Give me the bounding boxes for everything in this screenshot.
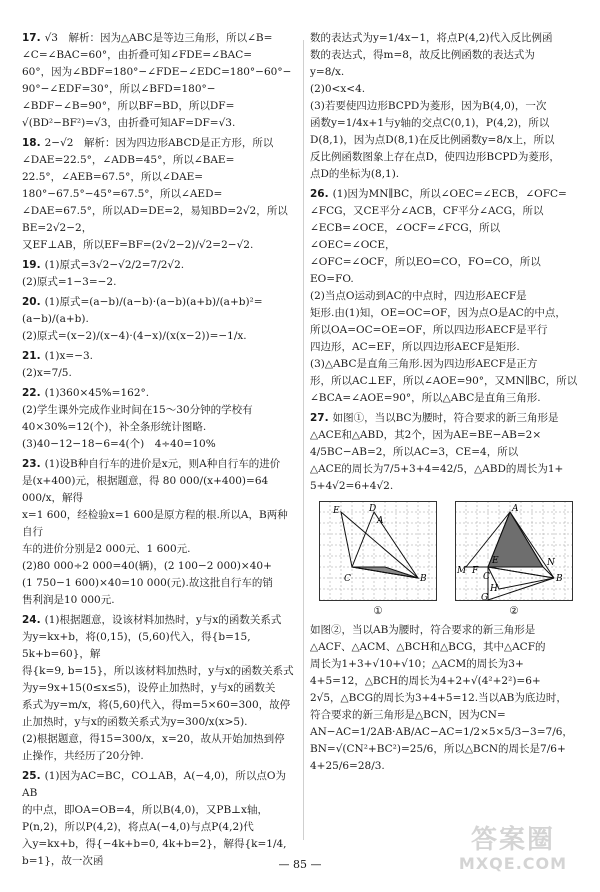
answer-item	[22, 456, 298, 609]
answer-text: x=1 600，经检验x=1 600是原方程的根.所以A，B两种自行	[22, 509, 288, 538]
answer-text: 40×30%=12(个)，补全条形统计图略.	[22, 421, 207, 433]
answer-text: 形，所以AC⊥EF，所以∠AOE=90°，又MN∥BC，所以	[310, 375, 578, 387]
answer-line	[310, 373, 582, 390]
question-number: 22.	[22, 387, 41, 399]
point-label: A	[512, 504, 519, 514]
answer-line	[310, 427, 582, 444]
answer-text: EO=FO.	[310, 273, 354, 285]
question-number: 24.	[22, 614, 41, 626]
answer-line	[310, 356, 582, 373]
answer-text: 点D的坐标为(8,1).	[310, 168, 400, 180]
figure-caption: ②	[509, 605, 519, 617]
answer-text: (1)360×45%=162°.	[44, 387, 150, 399]
answer-text: 90°−∠EDF=30°，所以∠BFD=180°−	[22, 83, 216, 95]
answer-line	[22, 714, 298, 731]
answer-line	[22, 663, 298, 680]
answer-text: D(8,1)，因为点D(8,1)在反比例函数y=8/x上，所以	[310, 134, 555, 146]
answer-line	[22, 294, 298, 328]
answer-line	[22, 731, 298, 748]
answer-text: ∠DAE=67.5°，所以AD=DE=2，易知BD=2√2，所以BE=2√2−2，	[22, 205, 288, 234]
answer-line	[22, 169, 298, 186]
answer-line	[310, 271, 582, 288]
answer-item	[22, 348, 298, 382]
answer-line: 4+25/6=28/3.	[310, 760, 385, 772]
answer-text: ∠BCA=∠AOE=90°，所以△ABC是直角三角形.	[310, 392, 541, 404]
answer-text: 四边形，AC=EF，所以四边形AECF是矩形.	[310, 341, 520, 353]
watermark-title: 答案圈	[470, 825, 555, 855]
answer-line	[22, 30, 298, 47]
answer-text: P(n,2)，所以P(4,2)，将点A(−4,0)与点P(4,2)代	[22, 821, 254, 833]
answer-line	[22, 257, 298, 274]
answer-text: ∠C=∠BAC=60°，由折叠可知∠FDE=∠BAC=	[22, 49, 253, 61]
question-number: 21.	[22, 350, 41, 362]
answer-line	[22, 81, 298, 98]
answer-line	[310, 288, 582, 305]
answer-item	[22, 768, 298, 870]
question-number: 23.	[22, 458, 41, 470]
answer-text: 的中点，即OA=OB=4，所以B(4,0)，又PB⊥x轴，	[22, 804, 268, 816]
answer-text: (2)80 000÷2 000=40(辆)，(2 100−2 000)×40+	[22, 560, 272, 572]
answer-line	[22, 135, 298, 152]
answer-text: 为y=9x+15(0≤x≤5)，设停止加热时，y与x的函数关	[22, 682, 276, 694]
answer-item	[310, 186, 582, 407]
answer-item	[22, 257, 298, 291]
answer-line	[22, 748, 298, 765]
answer-text: 售利润是10 000元.	[22, 594, 115, 606]
answer-text: (1)x=−3.	[44, 350, 94, 362]
answer-line: 符合要求的新三角形是△BCN，因为CN=	[310, 709, 506, 721]
answer-line	[310, 47, 582, 64]
answer-text: (1 750−1 600)×40=10 000(元).故这批自行车的销	[22, 577, 273, 589]
point-label: F	[472, 566, 479, 576]
answer-line	[22, 274, 298, 291]
answer-text: ∠FCG，又CE平分∠ACB，CF平分∠ACG，所以	[310, 205, 544, 217]
page-number: — 85 —	[278, 858, 322, 871]
answer-text: (3)40−12−18−6=4(个) 4÷40=10%	[22, 438, 216, 450]
answer-text: 数的表达式，得m=8，故反比例函数的表达式为	[310, 49, 535, 61]
question-number: 19.	[22, 259, 41, 271]
answer-line	[22, 115, 298, 132]
answer-line	[310, 166, 582, 183]
answer-text: √3 解析：因为△ABC是等边三角形，所以∠B=	[44, 32, 273, 44]
answer-text: ∠OFC=∠OCF，所以EO=CO，FO=CO，所以	[310, 256, 541, 268]
point-label: C	[483, 572, 490, 582]
answer-item	[310, 622, 582, 775]
answer-text: 为y=kx+b，将(0,15)，(5,60)代入，得{b=15, 5k+b=60}，解	[22, 631, 251, 660]
point-label: B	[556, 574, 563, 584]
answer-line: 2√5，△BCG的周长为3+4+5=12.当以AB为底边时，	[310, 692, 567, 704]
geometry-figure	[319, 501, 437, 620]
answer-text: 止操作，共经历了20分钟.	[22, 750, 144, 762]
answer-text: (2)0<x<4.	[310, 83, 366, 95]
point-label: N	[547, 558, 555, 568]
answer-line	[310, 305, 582, 322]
answer-text: (2)根据题意，得15=300/x，x=20，故从开始加热到停	[22, 733, 285, 745]
answer-text: 止加热时，y与x的函数关系式为y=300/x(x>5).	[22, 716, 248, 728]
answer-line	[22, 456, 298, 473]
answer-text: 得{k=9, b=15}，所以该材料加热时，y与x的函数关系式	[22, 665, 294, 677]
answer-line: AN−AC=1/2AB·AB/AC−AC=1/2×5×5/3−3=7/6，	[310, 726, 573, 738]
answer-line	[22, 473, 298, 507]
answer-text: ∠ECB=∠OCE，∠OCF=∠FCG，所以∠OEC=∠OCE，	[310, 222, 501, 251]
answer-line	[22, 402, 298, 419]
answer-line	[22, 152, 298, 169]
answer-text: (2)原式=1−3=−2.	[22, 276, 117, 288]
answer-text: y=8/x.	[310, 66, 345, 78]
answer-line	[310, 149, 582, 166]
answer-text: 车的进价分别是2 000元、1 600元.	[22, 543, 191, 555]
answer-text: (3)△ABC是直角三角形.因为四边形AECF是正方	[310, 358, 538, 370]
answer-line	[22, 348, 298, 365]
point-label: E	[333, 506, 340, 516]
answer-line	[22, 237, 298, 254]
answer-line	[310, 98, 582, 115]
answer-text: (2)学生课外完成作业时间在15～30分钟的学校有	[22, 404, 253, 416]
answer-line	[22, 186, 298, 203]
answer-text: 入y=kx+b，得{−4k+b=0, 4k+b=2}，解得{k=1/4, b=1}，故一次函	[22, 838, 287, 867]
answer-text: 矩形.由(1)知，OE=OC=OF，因为点O是AC的中点，	[310, 307, 566, 319]
answer-line	[22, 612, 298, 629]
point-label: E	[492, 556, 499, 566]
point-label: D	[369, 504, 377, 514]
answer-item	[310, 410, 582, 495]
answer-item	[22, 135, 298, 254]
answer-text: 又EF⊥AB，所以EF=BF=(2√2−2)/√2=2−√2.	[22, 239, 254, 251]
answer-line	[22, 203, 298, 237]
figure-row	[310, 501, 582, 620]
answer-line	[22, 507, 298, 541]
answer-line: BN=√(CN²+BC²)=25/6，所以△BCN的周长是7/6+	[310, 743, 566, 755]
answer-line	[22, 802, 298, 819]
answer-text: (2)当点O运动到AC的中点时，四边形AECF是	[310, 290, 527, 302]
question-number: 27.	[310, 412, 329, 424]
answer-line	[22, 819, 298, 836]
answer-text: 所以OA=OC=OE=OF，所以四边形AECF是平行	[310, 324, 548, 336]
answer-text: ∠DAE=22.5°，∠ADB=45°，所以∠BAE=	[22, 154, 235, 166]
point-label: M	[457, 566, 467, 576]
question-number: 18.	[22, 137, 41, 149]
answer-text: 22.5°，∠AEB=67.5°，所以∠DAE=	[22, 171, 204, 183]
answer-text: (3)若要使四边形BCPD为菱形，因为B(4,0)，一次	[310, 100, 547, 112]
grid-diagram	[455, 501, 573, 601]
watermark-url: MXQE.COM	[458, 854, 568, 873]
answer-item	[22, 612, 298, 765]
answer-text: (2)x=7/5.	[22, 367, 72, 379]
answer-line	[310, 64, 582, 81]
point-label: C	[344, 574, 351, 584]
answer-line	[22, 436, 298, 453]
answer-text: (1)因为MN∥BC，所以∠OEC=∠ECB，∠OFC=	[332, 188, 567, 200]
answer-text: 函数y=1/4x+1与y轴的交点C(0,1)，P(4,2)，所以	[310, 117, 550, 129]
answer-line: △ACF、△ACM、△BCH和△BCG，其中△ACF的	[310, 641, 546, 653]
geometry-figure	[455, 501, 573, 620]
answer-text: (1)根据题意，设该材料加热时，y与x的函数关系式	[44, 614, 282, 626]
answer-text: 数的表达式为y=1/4x−1，将点P(4,2)代入反比例函	[310, 32, 553, 44]
answer-line: 4+5=12，△BCH的周长为4+2+√(4²+2²)=6+	[310, 675, 541, 687]
answer-text: (1)原式=3√2−√2/2=7/2√2.	[44, 259, 185, 271]
answer-line	[22, 697, 298, 714]
answer-line	[22, 419, 298, 436]
answer-text: 180°−67.5°−45°=67.5°，所以∠AED=	[22, 188, 223, 200]
answer-text: 系式为y=m/x，将(5,60)代入，得m=5×60=300，故停	[22, 699, 291, 711]
answer-item	[22, 294, 298, 345]
point-label: H	[490, 584, 498, 594]
point-label: G	[481, 593, 489, 601]
answer-text: 5+4√2=6+4√2.	[310, 480, 394, 492]
answer-line	[310, 81, 582, 98]
answer-text: △ACE的周长为7/5+3+4=42/5，△ABD的周长为1+	[310, 463, 564, 475]
right-column	[310, 30, 582, 778]
left-column	[22, 30, 298, 873]
point-label: B	[420, 574, 427, 584]
answer-text: (1)因为AC=BC，CO⊥AB，A(−4,0)，所以点O为AB	[22, 770, 287, 799]
answer-line	[22, 385, 298, 402]
triangle-outline	[488, 567, 554, 600]
answer-line	[22, 592, 298, 609]
answer-line	[22, 365, 298, 382]
answer-item	[22, 30, 298, 132]
question-number: 17.	[22, 32, 41, 44]
answer-line: 周长为1+3+√10+√10；△ACM的周长为3+	[310, 658, 524, 670]
answer-line	[310, 461, 582, 478]
answer-line	[22, 680, 298, 697]
answer-line	[310, 339, 582, 356]
answer-line	[310, 390, 582, 407]
answer-line	[22, 47, 298, 64]
answer-item	[22, 385, 298, 453]
answer-line	[22, 558, 298, 575]
question-number: 20.	[22, 296, 41, 308]
answer-line	[310, 132, 582, 149]
answer-line	[22, 98, 298, 115]
answer-text: △ACE和△ABD，其2个，因为AE=BE−AB=2×	[310, 429, 542, 441]
answer-line	[310, 30, 582, 47]
answer-line	[22, 768, 298, 802]
question-number: 26.	[310, 188, 329, 200]
answer-line	[310, 444, 582, 461]
answer-line	[310, 322, 582, 339]
answer-text: 2−√2 解析：因为四边形ABCD是正方形，所以	[44, 137, 274, 149]
answer-text: 60°，因为∠BDF=180°−∠FDE−∠EDC=180°−60°−	[22, 66, 292, 78]
answer-text: √(BD²−BF²)=√3，由折叠可知AF=DF=√3.	[22, 117, 236, 129]
answer-text: (1)原式=(a−b)/(a−b)·(a−b)(a+b)/(a+b)²=(a−b)/(a+b).	[22, 296, 263, 325]
point-label: A	[377, 516, 384, 526]
figure-caption: ①	[373, 605, 383, 617]
answer-line	[310, 115, 582, 132]
answer-line	[22, 541, 298, 558]
answer-text: (1)设B种自行车的进价是x元，则A种自行车的进价	[44, 458, 281, 470]
grid-diagram	[319, 501, 437, 601]
question-number: 25.	[22, 770, 41, 782]
answer-text: 是(x+400)元，根据题意，得 80 000/(x+400)=64 000/x，解得	[22, 475, 269, 504]
answer-text: ∠BDF−∠B=90°，所以BF=BD，所以DF=	[22, 100, 235, 112]
answer-line	[310, 186, 582, 203]
answer-text: 4/5BC−AB=2，所以AC=3，CE=4，所以	[310, 446, 519, 458]
answer-line	[22, 575, 298, 592]
watermark-logo	[438, 826, 588, 884]
answer-line: 如图②，当以AB为腰时，符合要求的新三角形是	[310, 624, 536, 636]
answer-text: (2)原式=(x−2)/(x−4)·(4−x)/(x(x−2))=−1/x.	[22, 330, 247, 342]
answer-line	[22, 629, 298, 663]
answer-line	[310, 254, 582, 271]
answer-line	[22, 328, 298, 345]
answer-text: 反比例函数图象上存在点D，使四边形BCPD为菱形，	[310, 151, 560, 163]
answer-line	[310, 203, 582, 220]
answer-item	[310, 30, 582, 183]
answer-line	[22, 64, 298, 81]
answer-text: 如图①，当以BC为腰时，符合要求的新三角形是	[332, 412, 559, 424]
answer-line	[310, 410, 582, 427]
answer-line	[310, 220, 582, 254]
column-divider	[303, 40, 304, 840]
answer-line	[310, 478, 582, 495]
